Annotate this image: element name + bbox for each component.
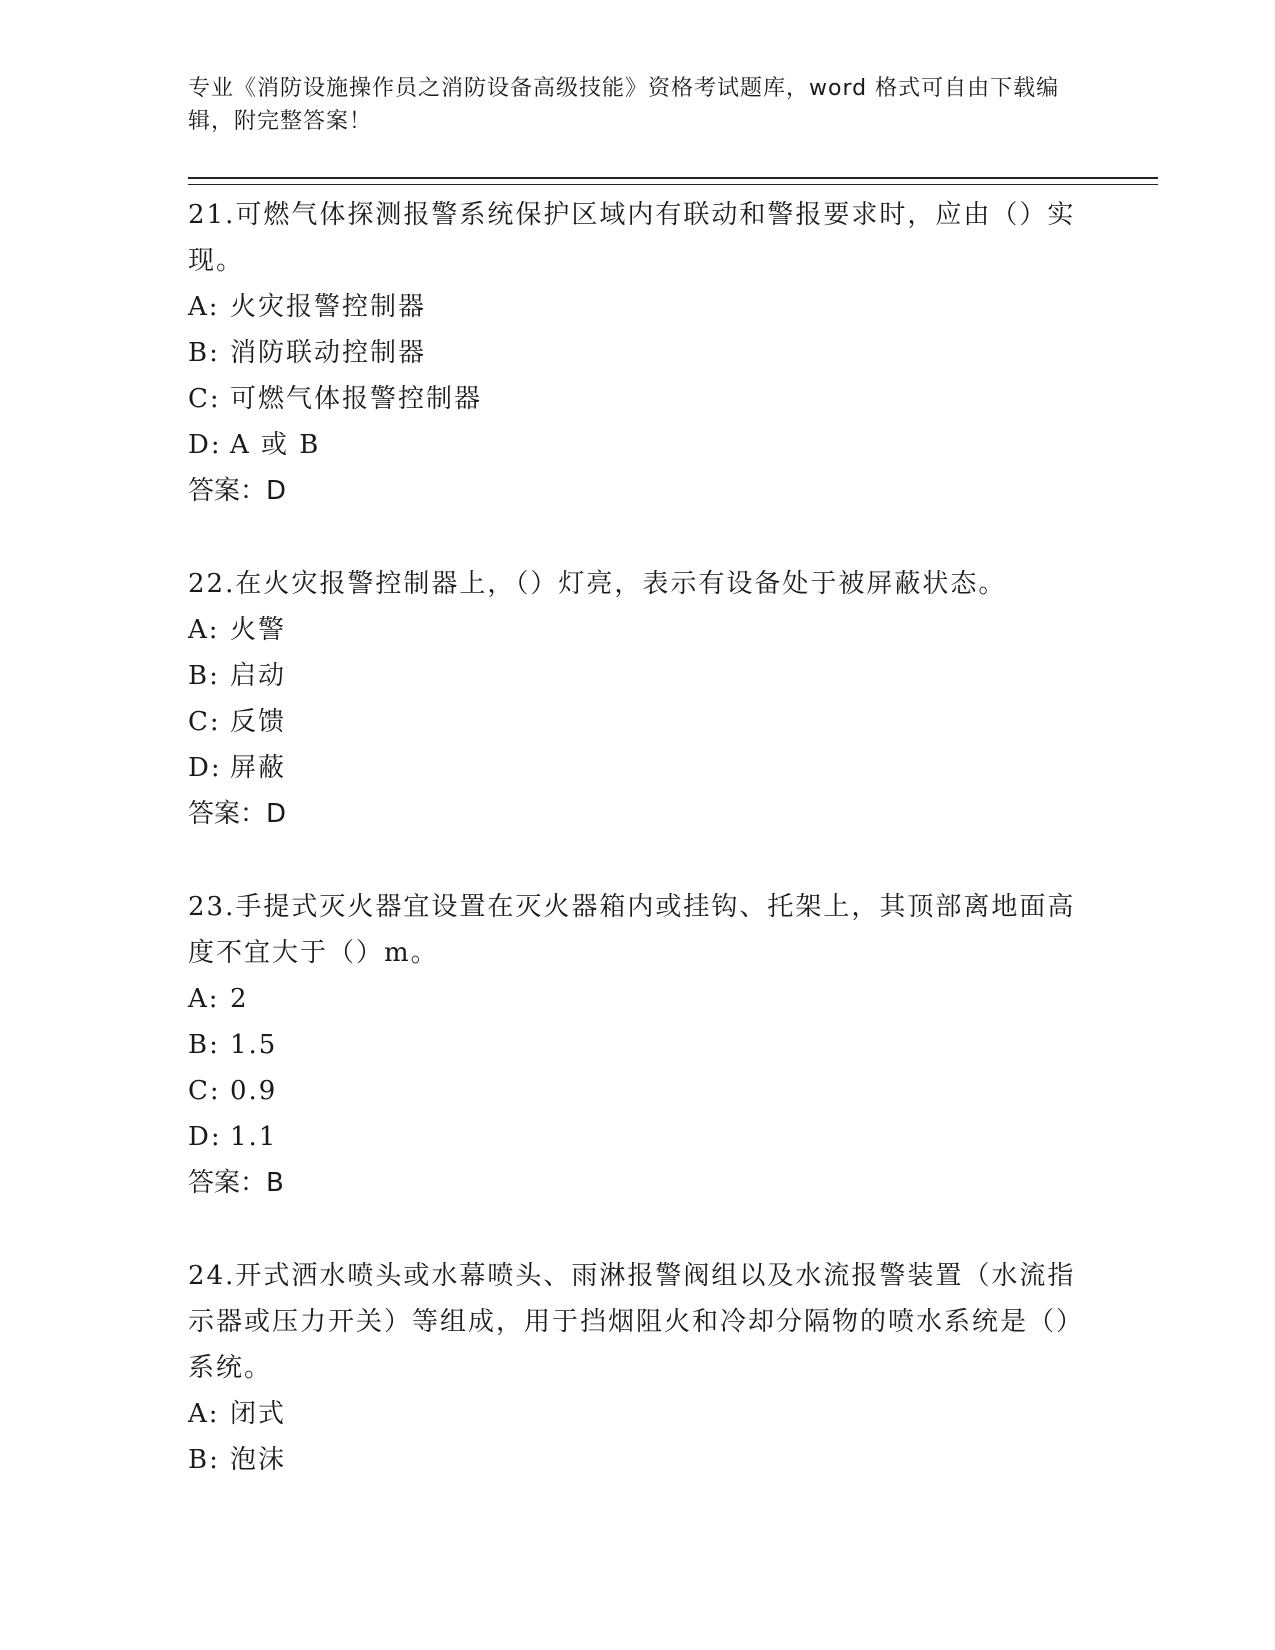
- question-21: [188, 190, 1088, 514]
- header-description: 专业《消防设施操作员之消防设备高级技能》资格考试题库，word 格式可自由下载编辑，附完整答案！: [188, 76, 1060, 134]
- option-b: [188, 1022, 1088, 1068]
- option-text: 1.1: [230, 1122, 278, 1152]
- option-text: 2: [230, 984, 249, 1014]
- option-key: C:: [188, 384, 221, 414]
- question-23: [188, 882, 1088, 1206]
- option-key: D:: [188, 430, 222, 460]
- option-text: 反馈: [230, 707, 287, 737]
- option-c: [188, 699, 1088, 745]
- document-header: [188, 72, 1078, 138]
- option-key: B:: [188, 1030, 220, 1060]
- option-text: 火警: [230, 615, 287, 645]
- option-text: 消防联动控制器: [230, 338, 427, 368]
- header-divider-thick: [188, 177, 1158, 179]
- option-text: 0.9: [230, 1076, 278, 1106]
- option-c: [188, 1068, 1088, 1114]
- option-a: [188, 607, 1088, 653]
- option-text: 泡沫: [230, 1445, 287, 1475]
- answer-line: 答案：D: [188, 799, 287, 829]
- question-stem: 22.在火灾报警控制器上，（）灯亮，表示有设备处于被屏蔽状态。: [188, 569, 1007, 599]
- option-key: B:: [188, 661, 220, 691]
- question-stem: 23.手提式灭火器宜设置在灭火器箱内或挂钩、托架上，其顶部离地面高度不宜大于（）m。: [188, 892, 1076, 968]
- question-22: [188, 559, 1088, 837]
- option-a: [188, 284, 1088, 330]
- option-key: C:: [188, 707, 221, 737]
- answer-line: 答案：B: [188, 1168, 284, 1198]
- option-key: B:: [188, 1445, 220, 1475]
- option-key: B:: [188, 338, 220, 368]
- question-stem: 24.开式洒水喷头或水幕喷头、雨淋报警阀组以及水流报警装置（水流指示器或压力开关）等组成，用于挡烟阻火和冷却分隔物的喷水系统是（）系统。: [188, 1261, 1085, 1383]
- option-d: [188, 745, 1088, 791]
- option-key: A:: [188, 615, 220, 645]
- option-c: [188, 376, 1088, 422]
- question-stem: 21.可燃气体探测报警系统保护区域内有联动和警报要求时，应由（）实现。: [188, 200, 1076, 276]
- option-text: 闭式: [230, 1399, 287, 1429]
- question-24: [188, 1251, 1088, 1483]
- option-text: 火灾报警控制器: [230, 292, 427, 322]
- option-text: 1.5: [230, 1030, 278, 1060]
- option-a: [188, 976, 1088, 1022]
- option-text: 可燃气体报警控制器: [230, 384, 483, 414]
- option-b: [188, 1437, 1088, 1483]
- option-key: D:: [188, 753, 222, 783]
- option-key: A:: [188, 292, 220, 322]
- option-key: A:: [188, 984, 220, 1014]
- option-key: C:: [188, 1076, 221, 1106]
- option-a: [188, 1391, 1088, 1437]
- option-key: A:: [188, 1399, 220, 1429]
- question-list: [188, 190, 1088, 1528]
- answer-line: 答案：D: [188, 476, 287, 506]
- option-key: D:: [188, 1122, 222, 1152]
- option-d: [188, 422, 1088, 468]
- option-text: 启动: [230, 661, 287, 691]
- option-d: [188, 1114, 1088, 1160]
- option-text: A 或 B: [230, 430, 321, 460]
- option-b: [188, 653, 1088, 699]
- header-divider-thin: [188, 184, 1158, 185]
- option-text: 屏蔽: [230, 753, 287, 783]
- option-b: [188, 330, 1088, 376]
